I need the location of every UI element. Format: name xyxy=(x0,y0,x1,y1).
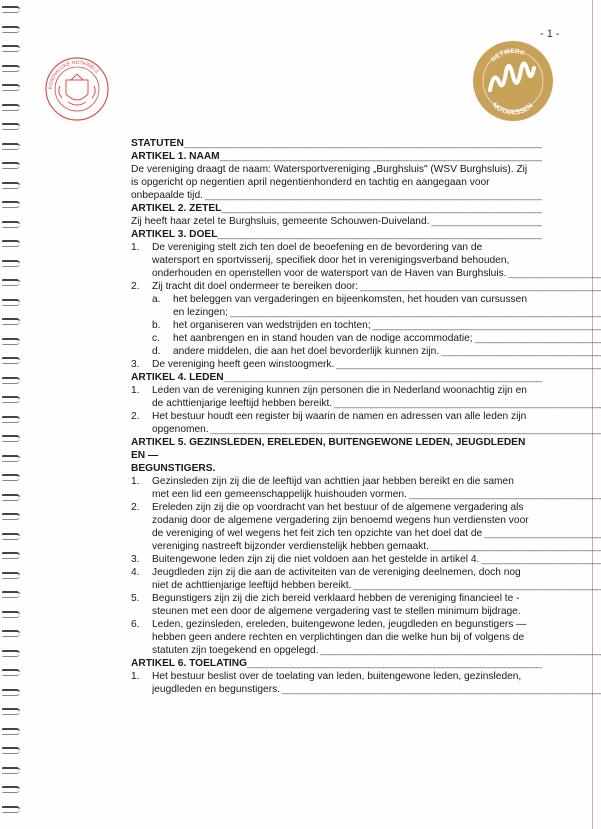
article-3-heading: ARTIKEL 3. DOEL _____ xyxy=(131,228,542,241)
article-5-item-4: 4. Jeugdleden zijn zij die aan de activiteiten van de vereniging deelnemen, doch nog niet de achttienjarige leeftijd hebben bereikt. _____ xyxy=(131,566,542,592)
article-4-item-1: 1. Leden van de vereniging kunnen zijn personen die in Nederland woonachtig zijn en de achttienjarige leeftijd hebben bereikt. _____ xyxy=(131,384,542,410)
binding-ring xyxy=(2,143,20,150)
article-5-item-6: 6. Leden, gezinsleden, ereleden, buitengewone leden, jeugdleden en begunstigers — hebben geen andere rechten en verplichtingen dan die welke hun bij of volgens de statuten zijn toegekend en opgelegd. _____ xyxy=(131,618,542,657)
binding-ring xyxy=(2,611,20,618)
article-3-sub-a: a. het beleggen van vergaderingen en bijeenkomsten, het houden van cursussen en lezingen; _____ xyxy=(152,293,601,319)
binding-ring xyxy=(2,162,20,169)
binding-ring xyxy=(2,65,20,72)
page-number: - 1 - xyxy=(540,28,560,40)
notary-seal-stamp xyxy=(44,56,110,122)
document-title: STATUTEN _____ xyxy=(131,137,542,150)
article-5-item-2: 2. Ereleden zijn zij die op voordracht van het bestuur of de algemene vergadering als zodanig door de algemene vergadering zijn benoemd wegens hun verdiensten voor de vereniging of wel wegens het feit zich ten opzichte van het doel dat de _____ vereniging nastreeft bijzonder verdienstelijk hebben gemaakt. _____ xyxy=(131,501,542,553)
binding-ring xyxy=(2,591,20,598)
article-3-item-2: 2. Zij tracht dit doel ondermeer te bereiken door: _____ a. het beleggen van vergaderingen en bijeenkomsten, het houden van cursussen en lezingen; _____ b. het organiseren van wedstrijden en tochten; _____ c. het aanbrengen en in stand houden van de nodige accommodatie; _____ d. andere middelen, die aan het doel bevorderlijk kunnen zijn. _____ xyxy=(131,280,542,358)
binding-ring xyxy=(2,318,20,325)
binding-ring xyxy=(2,513,20,520)
spiral-binding xyxy=(2,6,22,826)
statuten-text xyxy=(131,137,542,696)
article-1-text: De vereniging draagt de naam: Watersportvereniging „Burghsluis" (WSV Burghsluis). Zij is opgericht op negentien april negentienhonderd en tachtig en aangegaan voor onbepaalde tijd. _____ xyxy=(131,163,542,202)
binding-ring xyxy=(2,377,20,384)
article-6-item-1: 1. Het bestuur beslist over de toelating van leden, buitengewone leden, gezinsleden, jeugdleden en begunstigers. _____ xyxy=(131,670,542,696)
binding-ring xyxy=(2,201,20,208)
article-3-sub-c: c. het aanbrengen en in stand houden van de nodige accommodatie; _____ xyxy=(152,332,601,345)
binding-ring xyxy=(2,630,20,637)
article-6-heading: ARTIKEL 6. TOELATING _____ xyxy=(131,657,542,670)
article-2-heading: ARTIKEL 2. ZETEL _____ xyxy=(131,202,542,215)
binding-ring xyxy=(2,221,20,228)
article-3-item-3: 3. De vereniging heeft geen winstoogmerk. _____ xyxy=(131,358,542,371)
binding-ring xyxy=(2,689,20,696)
binding-ring xyxy=(2,533,20,540)
binding-ring xyxy=(2,767,20,774)
article-5-item-5: 5. Begunstigers zijn zij die zich bereid verklaard hebben de vereniging financieel te - steunen met een door de algemene vergadering vast te stellen minimum bijdrage. xyxy=(131,593,521,617)
article-5-item-1: 1. Gezinsleden zijn zij die de leeftijd van achttien jaar hebben bereikt en die samen met een lid een gemeenschappelijk huishouden vormen. _____ xyxy=(131,475,542,501)
binding-ring xyxy=(2,279,20,286)
article-5-heading: ARTIKEL 5. GEZINSLEDEN, ERELEDEN, BUITENGEWONE LEDEN, JEUGDLEDEN EN — BEGUNSTIGERS. xyxy=(131,437,526,474)
svg-text:NETWERK: NETWERK xyxy=(490,47,526,64)
binding-ring xyxy=(2,786,20,793)
binding-ring xyxy=(2,123,20,130)
svg-text:KONINKLIJKE NOTARIËLE: KONINKLIJKE NOTARIËLE xyxy=(47,59,101,90)
binding-ring xyxy=(2,747,20,754)
binding-ring xyxy=(2,26,20,33)
binding-ring xyxy=(2,552,20,559)
article-4-item-2: 2. Het bestuur houdt een register bij waarin de namen en adressen van alle leden zijn opgenomen. _____ xyxy=(131,410,542,436)
article-1-heading: ARTIKEL 1. NAAM _____ xyxy=(131,150,542,163)
binding-ring xyxy=(2,650,20,657)
binding-ring xyxy=(2,494,20,501)
binding-ring xyxy=(2,806,20,813)
netwerk-notarissen-logo xyxy=(472,40,554,122)
binding-ring xyxy=(2,435,20,442)
article-5-item-3: 3. Buitengewone leden zijn zij die niet voldoen aan het gestelde in artikel 4. _____ xyxy=(131,553,542,566)
binding-ring xyxy=(2,572,20,579)
article-3-item-1: 1. De vereniging stelt zich ten doel de beoefening en de bevordering van de watersport en sportvisserij, specifiek door het in verenigingsverband behouden, onderhouden en openstellen voor de watersport van de Haven van Burghsluis. _____ xyxy=(131,241,542,280)
binding-ring xyxy=(2,338,20,345)
article-3-sub-b: b. het organiseren van wedstrijden en tochten; _____ xyxy=(152,319,601,332)
binding-ring xyxy=(2,104,20,111)
article-2-text: Zij heeft haar zetel te Burghsluis, gemeente Schouwen-Duiveland. _____ xyxy=(131,215,542,228)
binding-ring xyxy=(2,84,20,91)
binding-ring xyxy=(2,396,20,403)
binding-ring xyxy=(2,474,20,481)
binding-ring xyxy=(2,299,20,306)
binding-ring xyxy=(2,416,20,423)
binding-ring xyxy=(2,182,20,189)
svg-text:NOTARISSEN: NOTARISSEN xyxy=(490,101,535,117)
binding-ring xyxy=(2,357,20,364)
binding-ring xyxy=(2,260,20,267)
article-3-sub-d: d. andere middelen, die aan het doel bevorderlijk kunnen zijn. _____ xyxy=(152,345,601,358)
binding-ring xyxy=(2,669,20,676)
binding-ring xyxy=(2,728,20,735)
binding-ring xyxy=(2,708,20,715)
binding-ring xyxy=(2,6,20,13)
binding-ring xyxy=(2,45,20,52)
binding-ring xyxy=(2,240,20,247)
article-4-heading: ARTIKEL 4. LEDEN _____ xyxy=(131,371,542,384)
binding-ring xyxy=(2,455,20,462)
